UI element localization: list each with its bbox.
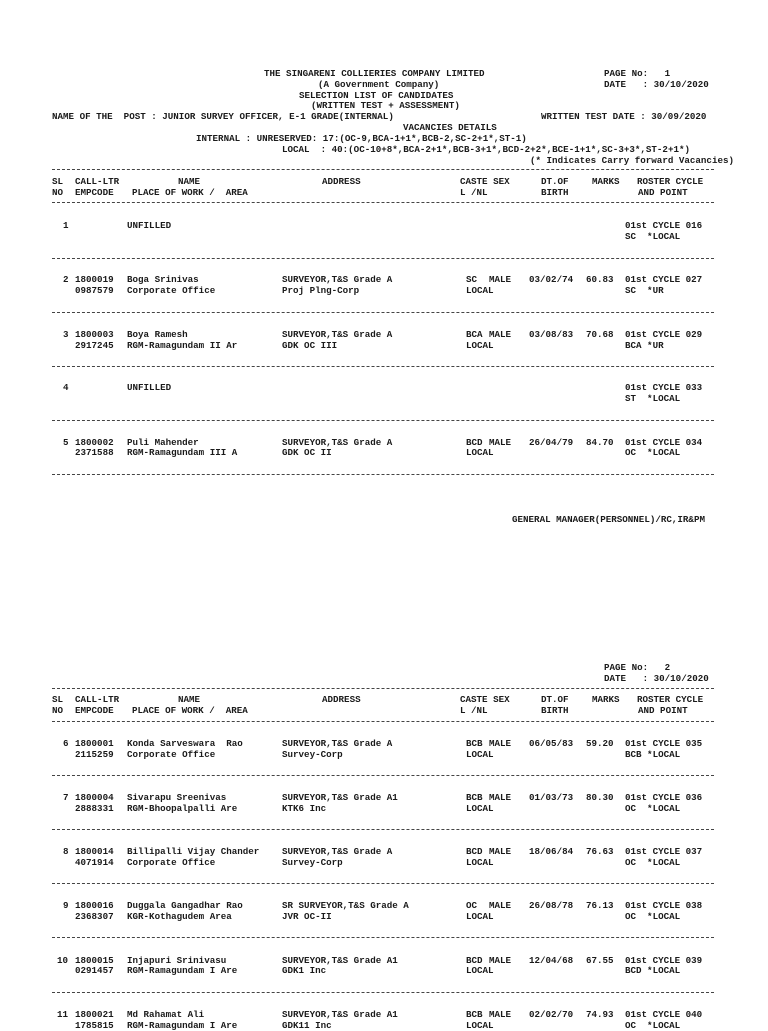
col-caste-sex: CASTE SEX	[460, 694, 510, 705]
row-name: UNFILLED	[127, 220, 172, 231]
row-address-2: Proj Plng-Corp	[282, 285, 360, 296]
row-sl: 11	[57, 1009, 69, 1020]
col-address: ADDRESS	[322, 176, 361, 187]
row-call-ltr: 1800001	[75, 738, 114, 749]
row-name: Injapuri Srinivasu	[127, 955, 227, 966]
row-place: RGM-Ramagundam I Are	[127, 965, 238, 976]
row-call-ltr: 1800021	[75, 1009, 114, 1020]
divider	[52, 937, 714, 938]
row-name: Sivarapu Sreenivas	[127, 792, 227, 803]
divider	[52, 474, 714, 475]
row-marks: 67.55	[586, 955, 614, 966]
col-place: PLACE OF WORK / AREA	[132, 187, 248, 198]
row-cycle: 01st CYCLE 016	[625, 220, 703, 231]
row-name: Md Rahamat Ali	[127, 1009, 205, 1020]
col-place: PLACE OF WORK / AREA	[132, 705, 248, 716]
row-dob: 26/08/78	[529, 900, 574, 911]
row-local: LOCAL	[466, 447, 494, 458]
row-address-2: JVR OC-II	[282, 911, 332, 922]
row-cycle: 01st CYCLE 035	[625, 738, 703, 749]
row-cycle: 01st CYCLE 033	[625, 382, 703, 393]
row-marks: 80.30	[586, 792, 614, 803]
row-sex: MALE	[489, 437, 512, 448]
row-address: SURVEYOR,T&S Grade A	[282, 437, 393, 448]
row-dob: 03/08/83	[529, 329, 574, 340]
row-name: UNFILLED	[127, 382, 172, 393]
row-name: Puli Mahender	[127, 437, 199, 448]
col-roster-point: AND POINT	[638, 705, 688, 716]
row-caste: BCD	[466, 955, 483, 966]
row-cycle: 01st CYCLE 038	[625, 900, 703, 911]
row-call-ltr: 1800019	[75, 274, 114, 285]
report-date: DATE : 30/10/2020	[604, 673, 709, 684]
row-sex: MALE	[489, 792, 512, 803]
written-test-date: WRITTEN TEST DATE : 30/09/2020	[541, 111, 707, 122]
row-local: LOCAL	[466, 803, 494, 814]
row-address-2: GDK11 Inc	[282, 1020, 332, 1031]
row-dob: 26/04/79	[529, 437, 574, 448]
row-call-ltr: 1800002	[75, 437, 114, 448]
row-caste: BCB	[466, 792, 483, 803]
col-empcode: EMPCODE	[75, 705, 114, 716]
row-sl: 9	[63, 900, 69, 911]
col-roster: ROSTER CYCLE	[637, 176, 704, 187]
row-sex: MALE	[489, 846, 512, 857]
row-place: Corporate Office	[127, 857, 216, 868]
row-local: LOCAL	[466, 749, 494, 760]
row-sex: MALE	[489, 274, 512, 285]
row-point: ST *LOCAL	[625, 393, 681, 404]
row-call-ltr: 1800004	[75, 792, 114, 803]
row-local: LOCAL	[466, 965, 494, 976]
report-date: DATE : 30/10/2020	[604, 79, 709, 90]
col-marks: MARKS	[592, 694, 620, 705]
col-roster: ROSTER CYCLE	[637, 694, 704, 705]
divider	[52, 420, 714, 421]
row-address: SURVEYOR,T&S Grade A	[282, 274, 393, 285]
internal-vacancies: INTERNAL : UNRESERVED: 17:(OC-9,BCA-1+1*,BCB-2,SC-2+1*,ST-1)	[196, 133, 527, 144]
row-dob: 12/04/68	[529, 955, 574, 966]
row-empcode: 4071914	[75, 857, 114, 868]
col-call-ltr: CALL-LTR	[75, 694, 120, 705]
divider	[52, 202, 714, 203]
company-name: THE SINGARENI COLLIERIES COMPANY LIMITED	[264, 68, 485, 79]
row-sl: 5	[63, 437, 69, 448]
row-empcode: 0987579	[75, 285, 114, 296]
row-name: Billipalli Vijay Chander	[127, 846, 260, 857]
row-marks: 76.63	[586, 846, 614, 857]
row-sex: MALE	[489, 738, 512, 749]
row-cycle: 01st CYCLE 029	[625, 329, 703, 340]
col-birth: BIRTH	[541, 705, 569, 716]
row-address: SURVEYOR,T&S Grade A1	[282, 792, 398, 803]
row-caste: OC	[466, 900, 478, 911]
row-local: LOCAL	[466, 911, 494, 922]
row-marks: 70.68	[586, 329, 614, 340]
row-dob: 18/06/84	[529, 846, 574, 857]
row-marks: 60.83	[586, 274, 614, 285]
row-address: SURVEYOR,T&S Grade A1	[282, 955, 398, 966]
divider	[52, 721, 714, 722]
row-empcode: 2917245	[75, 340, 114, 351]
row-marks: 59.20	[586, 738, 614, 749]
row-empcode: 2888331	[75, 803, 114, 814]
row-point: OC *LOCAL	[625, 857, 681, 868]
row-point: SC *UR	[625, 285, 664, 296]
col-no: NO	[52, 705, 64, 716]
row-name: Duggala Gangadhar Rao	[127, 900, 243, 911]
divider	[52, 992, 714, 993]
row-local: LOCAL	[466, 1020, 494, 1031]
row-point: OC *LOCAL	[625, 1020, 681, 1031]
row-sex: MALE	[489, 1009, 512, 1020]
row-address: SURVEYOR,T&S Grade A1	[282, 1009, 398, 1020]
row-caste: SC	[466, 274, 478, 285]
col-name: NAME	[178, 176, 201, 187]
row-place: RGM-Ramagundam III A	[127, 447, 238, 458]
row-empcode: 0291457	[75, 965, 114, 976]
col-address: ADDRESS	[322, 694, 361, 705]
row-cycle: 01st CYCLE 034	[625, 437, 703, 448]
row-cycle: 01st CYCLE 036	[625, 792, 703, 803]
row-address: SURVEYOR,T&S Grade A	[282, 846, 393, 857]
col-local: L /NL	[460, 705, 488, 716]
row-dob: 02/02/70	[529, 1009, 574, 1020]
row-marks: 76.13	[586, 900, 614, 911]
row-dob: 06/05/83	[529, 738, 574, 749]
row-address-2: Survey-Corp	[282, 857, 343, 868]
page-number: PAGE No: 2	[604, 662, 671, 673]
divider	[52, 775, 714, 776]
row-cycle: 01st CYCLE 039	[625, 955, 703, 966]
row-sl: 3	[63, 329, 69, 340]
row-call-ltr: 1800014	[75, 846, 114, 857]
row-sl: 6	[63, 738, 69, 749]
row-local: LOCAL	[466, 340, 494, 351]
row-address: SURVEYOR,T&S Grade A	[282, 738, 393, 749]
row-name: Boya Ramesh	[127, 329, 188, 340]
row-call-ltr: 1800015	[75, 955, 114, 966]
col-sl: SL	[52, 176, 64, 187]
row-point: BCA *UR	[625, 340, 664, 351]
col-marks: MARKS	[592, 176, 620, 187]
signature: GENERAL MANAGER(PERSONNEL)/RC,IR&PM	[512, 514, 705, 525]
row-sex: MALE	[489, 955, 512, 966]
post-name: NAME OF THE POST : JUNIOR SURVEY OFFICER, E-1 GRADE(INTERNAL)	[52, 111, 394, 122]
divider	[52, 258, 714, 259]
row-marks: 74.93	[586, 1009, 614, 1020]
row-address: SR SURVEYOR,T&S Grade A	[282, 900, 409, 911]
row-cycle: 01st CYCLE 040	[625, 1009, 703, 1020]
row-marks: 84.70	[586, 437, 614, 448]
col-roster-point: AND POINT	[638, 187, 688, 198]
row-place: RGM-Ramagundam I Are	[127, 1020, 238, 1031]
row-place: Corporate Office	[127, 285, 216, 296]
row-caste: BCB	[466, 738, 483, 749]
row-sl: 8	[63, 846, 69, 857]
row-caste: BCD	[466, 437, 483, 448]
row-address-2: GDK1 Inc	[282, 965, 327, 976]
local-vacancies: LOCAL : 40:(OC-10+8*,BCA-2+1*,BCB-3+1*,BCD-2+2*,BCE-1+1*,SC-3+3*,ST-2+1*)	[282, 144, 690, 155]
row-sl: 2	[63, 274, 69, 285]
row-point: OC *LOCAL	[625, 447, 681, 458]
row-sl: 4	[63, 382, 69, 393]
divider	[52, 688, 714, 689]
row-sl: 10	[57, 955, 69, 966]
col-dob: DT.OF	[541, 694, 569, 705]
col-empcode: EMPCODE	[75, 187, 114, 198]
row-point: OC *LOCAL	[625, 803, 681, 814]
row-empcode: 2368307	[75, 911, 114, 922]
test-type: (WRITTEN TEST + ASSESSMENT)	[311, 100, 460, 111]
row-dob: 01/03/73	[529, 792, 574, 803]
divider	[52, 312, 714, 313]
col-local: L /NL	[460, 187, 488, 198]
row-address: SURVEYOR,T&S Grade A	[282, 329, 393, 340]
col-call-ltr: CALL-LTR	[75, 176, 120, 187]
row-name: Konda Sarveswara Rao	[127, 738, 243, 749]
carry-forward-note: (* Indicates Carry forward Vacancies)	[530, 155, 734, 166]
row-empcode: 2115259	[75, 749, 114, 760]
row-dob: 03/02/74	[529, 274, 574, 285]
row-address-2: GDK OC III	[282, 340, 338, 351]
row-place: RGM-Ramagundam II Ar	[127, 340, 238, 351]
row-point: OC *LOCAL	[625, 911, 681, 922]
col-caste-sex: CASTE SEX	[460, 176, 510, 187]
row-local: LOCAL	[466, 285, 494, 296]
row-point: BCD *LOCAL	[625, 965, 681, 976]
col-sl: SL	[52, 694, 64, 705]
company-subtitle: (A Government Company)	[318, 79, 440, 90]
col-name: NAME	[178, 694, 201, 705]
divider	[52, 829, 714, 830]
row-sex: MALE	[489, 329, 512, 340]
row-address-2: KTK6 Inc	[282, 803, 327, 814]
row-sex: MALE	[489, 900, 512, 911]
row-local: LOCAL	[466, 857, 494, 868]
row-name: Boga Srinivas	[127, 274, 199, 285]
divider	[52, 366, 714, 367]
row-empcode: 2371588	[75, 447, 114, 458]
row-caste: BCD	[466, 846, 483, 857]
row-address-2: GDK OC II	[282, 447, 332, 458]
row-point: SC *LOCAL	[625, 231, 681, 242]
row-place: Corporate Office	[127, 749, 216, 760]
divider	[52, 169, 714, 170]
row-call-ltr: 1800003	[75, 329, 114, 340]
col-no: NO	[52, 187, 64, 198]
row-caste: BCB	[466, 1009, 483, 1020]
row-sl: 1	[63, 220, 69, 231]
row-sl: 7	[63, 792, 69, 803]
vacancies-title: VACANCIES DETAILS	[403, 122, 497, 133]
page-number: PAGE No: 1	[604, 68, 671, 79]
list-title: SELECTION LIST OF CANDIDATES	[299, 90, 454, 101]
row-place: RGM-Bhoopalpalli Are	[127, 803, 238, 814]
divider	[52, 883, 714, 884]
row-point: BCB *LOCAL	[625, 749, 681, 760]
row-address-2: Survey-Corp	[282, 749, 343, 760]
row-cycle: 01st CYCLE 037	[625, 846, 703, 857]
col-birth: BIRTH	[541, 187, 569, 198]
row-empcode: 1785815	[75, 1020, 114, 1031]
row-place: KGR-Kothagudem Area	[127, 911, 232, 922]
row-cycle: 01st CYCLE 027	[625, 274, 703, 285]
row-caste: BCA	[466, 329, 483, 340]
col-dob: DT.OF	[541, 176, 569, 187]
row-call-ltr: 1800016	[75, 900, 114, 911]
